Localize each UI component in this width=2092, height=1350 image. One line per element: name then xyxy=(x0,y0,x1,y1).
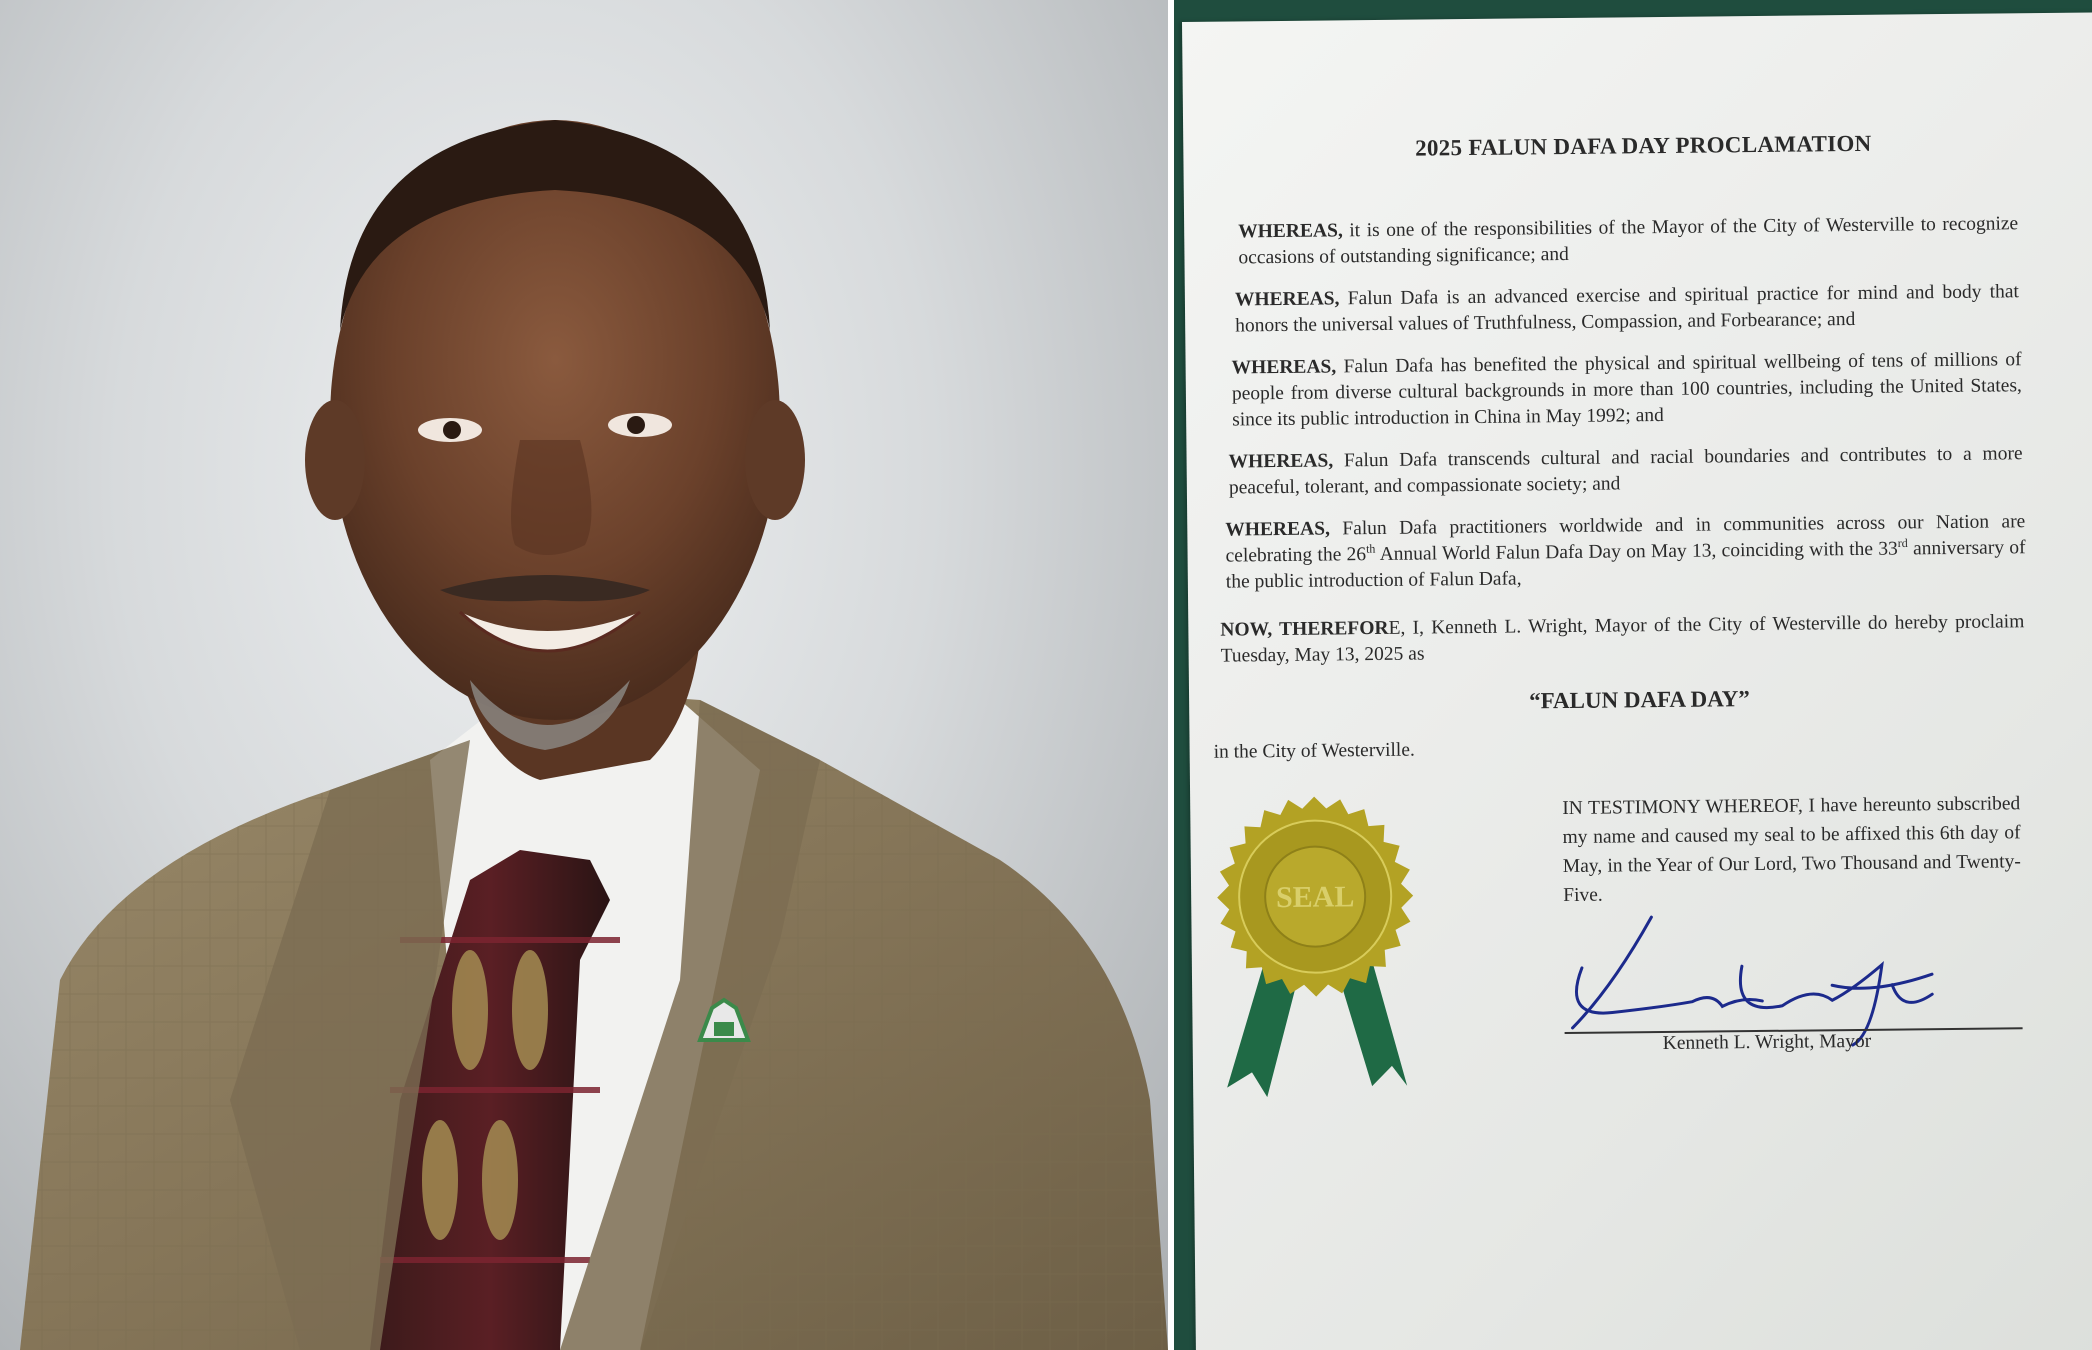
ordinal-suffix: rd xyxy=(1897,535,1908,551)
whereas-label: WHEREAS, xyxy=(1231,356,1337,379)
whereas-label: WHEREAS, xyxy=(1234,288,1340,311)
paragraph-text: E, I, Kenneth L. Wright, Mayor of the City of Westerville do hereby proclaim Tuesday, May 13, 2025 as xyxy=(1220,611,2025,667)
proclamation-paper xyxy=(1182,12,2092,1350)
document-title: 2025 FALUN DAFA DAY PROCLAMATION xyxy=(1414,130,1872,161)
whereas-paragraph-2 xyxy=(1235,279,2020,339)
paragraph-text: anniversary of the public introduction of Falun Dafa, xyxy=(1225,537,2026,593)
paragraph-text: Annual World Falun Dafa Day on May 13, coinciding with the 33 xyxy=(1379,538,1898,565)
now-therefore-paragraph xyxy=(1220,609,2025,669)
seal-text: SEAL xyxy=(1275,880,1355,915)
paragraph-text: Falun Dafa is an advanced exercise and spiritual practice for mind and body that honors the universal values of Truthfulness, Compassion, and Forbearance; and xyxy=(1235,281,2019,337)
proclaimed-day-title: “FALUN DAFA DAY” xyxy=(1528,686,1750,714)
testimony-paragraph: IN TESTIMONY WHEREOF, I have hereunto subscribed my name and caused my seal to be affixed this 6th day of May, in the Year of Our Lord, Two Thousand and Twenty-Five. xyxy=(1562,793,2021,907)
signer-name: Kenneth L. Wright, Mayor xyxy=(1662,1030,1872,1055)
gold-seal xyxy=(1204,786,1427,1108)
paragraph-text: Falun Dafa has benefited the physical and spiritual wellbeing of tens of millions of people from diverse cultural backgrounds in more than 100 countries, including the United States, since its public introduction in China in May 1992; and xyxy=(1231,349,2022,431)
in-city-text: in the City of Westerville. xyxy=(1213,739,1415,763)
ordinal-suffix: th xyxy=(1365,541,1376,556)
paragraph-text: Falun Dafa practitioners worldwide and in communities across our Nation are celebrating the 26 xyxy=(1225,511,2026,567)
proclamation-panel xyxy=(1174,0,2092,1350)
whereas-paragraph-5 xyxy=(1225,509,2026,595)
now-therefore-label: NOW, THEREFOR xyxy=(1220,617,1389,641)
whereas-paragraph-3 xyxy=(1231,347,2022,433)
whereas-label: WHEREAS, xyxy=(1228,450,1334,473)
whereas-label: WHEREAS, xyxy=(1225,518,1331,541)
whereas-label: WHEREAS, xyxy=(1238,220,1343,243)
whereas-paragraph-4 xyxy=(1228,441,2023,501)
paragraph-text: Falun Dafa transcends cultural and racial boundaries and contributes to a more peaceful, tolerant, and compassionate society; and xyxy=(1228,443,2023,499)
paragraph-text: it is one of the responsibilities of the Mayor of the City of Westerville to recognize occasions of outstanding significance; and xyxy=(1238,213,2019,269)
whereas-paragraph-1 xyxy=(1238,211,2019,271)
